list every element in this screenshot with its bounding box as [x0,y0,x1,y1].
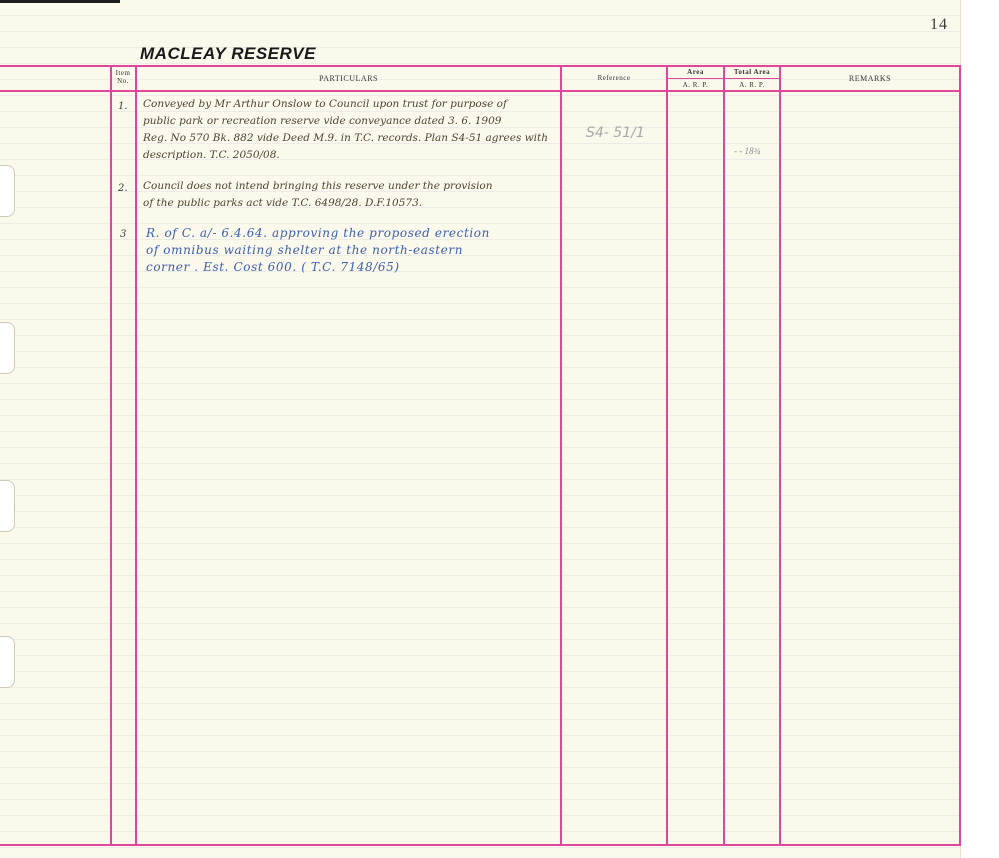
entry-line: of omnibus waiting shelter at the north-eastern [146,243,464,257]
page-top-edge [0,0,120,3]
page-right-margin [960,0,999,858]
column-rule [959,65,961,846]
column-rule [135,65,137,846]
page-title: MACLEAY RESERVE [140,44,316,63]
binder-hole [0,165,15,217]
header-bottom-rule [0,90,961,92]
header-total-area-units: A. R. P. [739,81,765,89]
binder-hole [0,322,15,374]
page-number: 14 [930,16,948,33]
header-particulars: PARTICULARS [319,74,378,83]
header-total-area: Total Area [733,68,771,76]
binder-hole [0,480,15,532]
header-top-rule [0,65,961,67]
column-rule [779,65,781,846]
entry-line: of the public parks act vide T.C. 6498/28. D.F.10573. [143,197,423,209]
column-rule [666,65,668,846]
entry-line: Conveyed by Mr Arthur Onslow to Council upon trust for purpose of [143,98,507,110]
header-remarks: REMARKS [848,74,892,83]
entry-line: public park or recreation reserve vide conveyance dated 3. 6. 1909 [143,115,502,127]
entry-line: R. of C. a/- 6.4.64. approving the proposed erection [146,226,490,240]
entry-2-number: 2. [118,183,128,194]
binder-hole [0,636,15,688]
entry-1-text [143,96,548,164]
entry-3-number: 3 [120,229,127,240]
page-bottom-rule [0,844,961,846]
entry-line: description. T.C. 2050/08. [143,149,280,161]
entry-1-total-area: - - 18¾ [734,146,761,156]
entry-3-text [146,225,490,276]
entry-line: Reg. No 570 Bk. 882 vide Deed M.9. in T.C. records. Plan S4-51 agrees with [143,132,549,144]
header-reference: Reference [597,74,631,82]
column-rule [110,65,112,846]
entry-1-reference: S4- 51/1 [586,125,645,141]
column-rule [723,65,725,846]
column-rule [560,65,562,846]
entry-1-number: 1. [118,101,128,112]
entry-line: Council does not intend bringing this reserve under the provision [143,180,493,192]
header-area-units: A. R. P. [682,81,709,89]
header-area: Area [687,68,704,76]
entry-line: corner . Est. Cost 600. ( T.C. 7148/65) [146,260,400,274]
header-item-no: Item No. [115,69,131,85]
entry-2-text [143,178,493,212]
